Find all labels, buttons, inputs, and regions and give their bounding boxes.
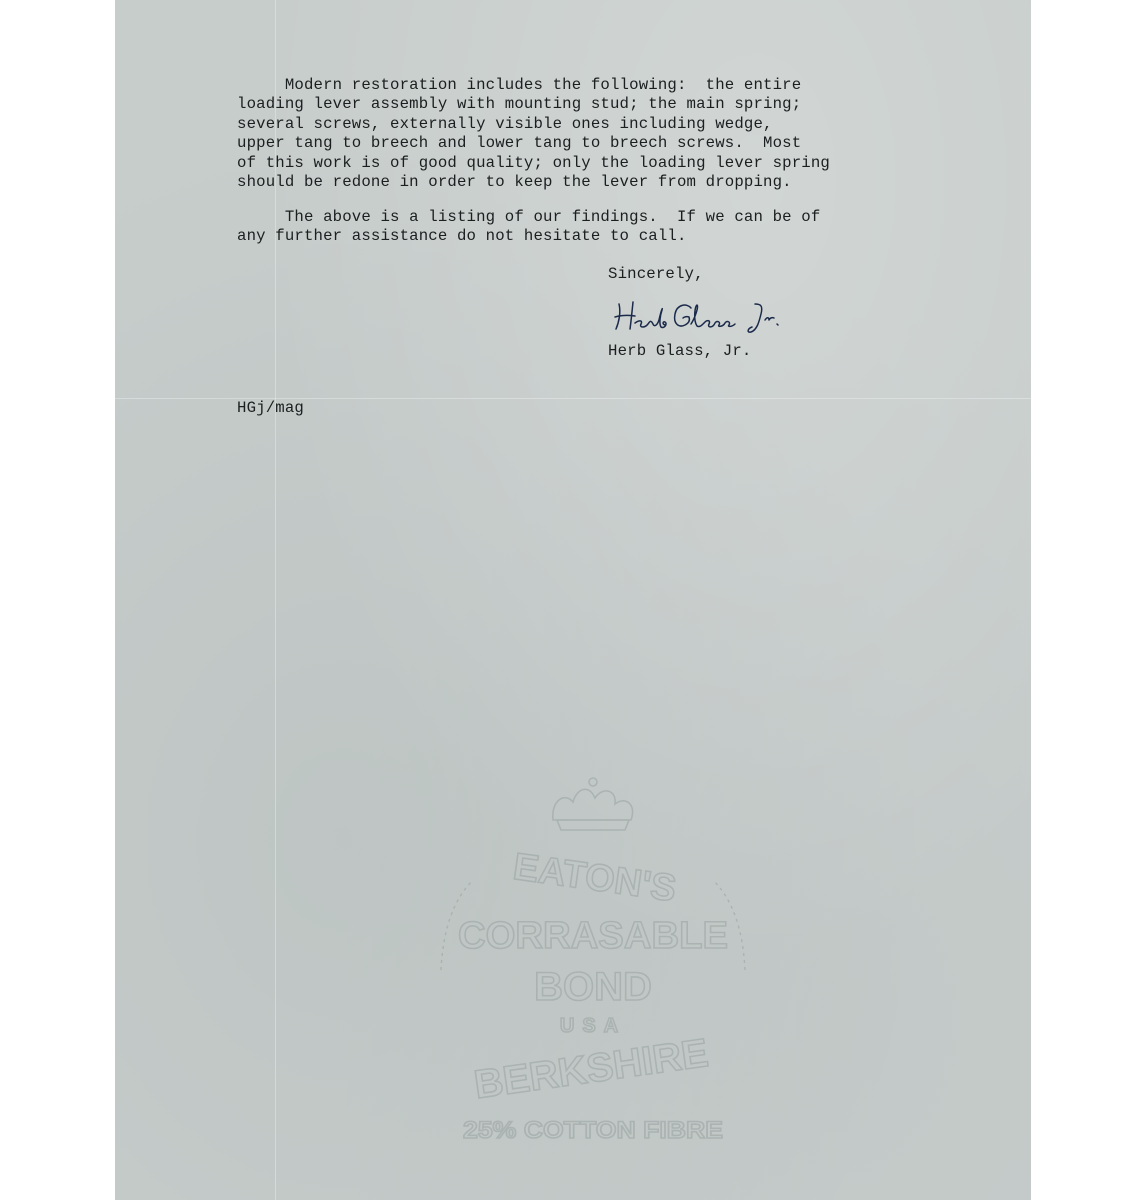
letter-page [115, 0, 1031, 1200]
watermark-line-4: USA [559, 1015, 627, 1037]
watermark-line-1: EATON'S [510, 845, 679, 911]
watermark-line-3: BOND [534, 965, 652, 1009]
signer-name: Herb Glass, Jr. [608, 342, 752, 360]
paper-watermark [433, 770, 753, 1150]
watermark-line-6: 25% COTTON FIBRE [463, 1117, 723, 1144]
body-paragraph-1: Modern restoration includes the following: the entire loading lever assembly with mounting stud; the main spring; several screws, externally visible ones including wedge, upper tang to breech and lower tang to breech screws. Most of this work is of good quality; only the loading lever spring should be redone in order to keep the lever from dropping. [237, 76, 830, 192]
watermark-line-2: CORRASABLE [458, 915, 728, 957]
handwritten-signature [613, 296, 793, 336]
watermark-line-5: BERKSHIRE [471, 1030, 711, 1108]
body-paragraph-2: The above is a listing of our findings. If we can be of any further assistance do not hesitate to call. [237, 208, 821, 246]
reference-initials: HGj/mag [237, 399, 304, 417]
closing-salutation: Sincerely, [608, 265, 704, 283]
crown-icon [553, 778, 633, 830]
